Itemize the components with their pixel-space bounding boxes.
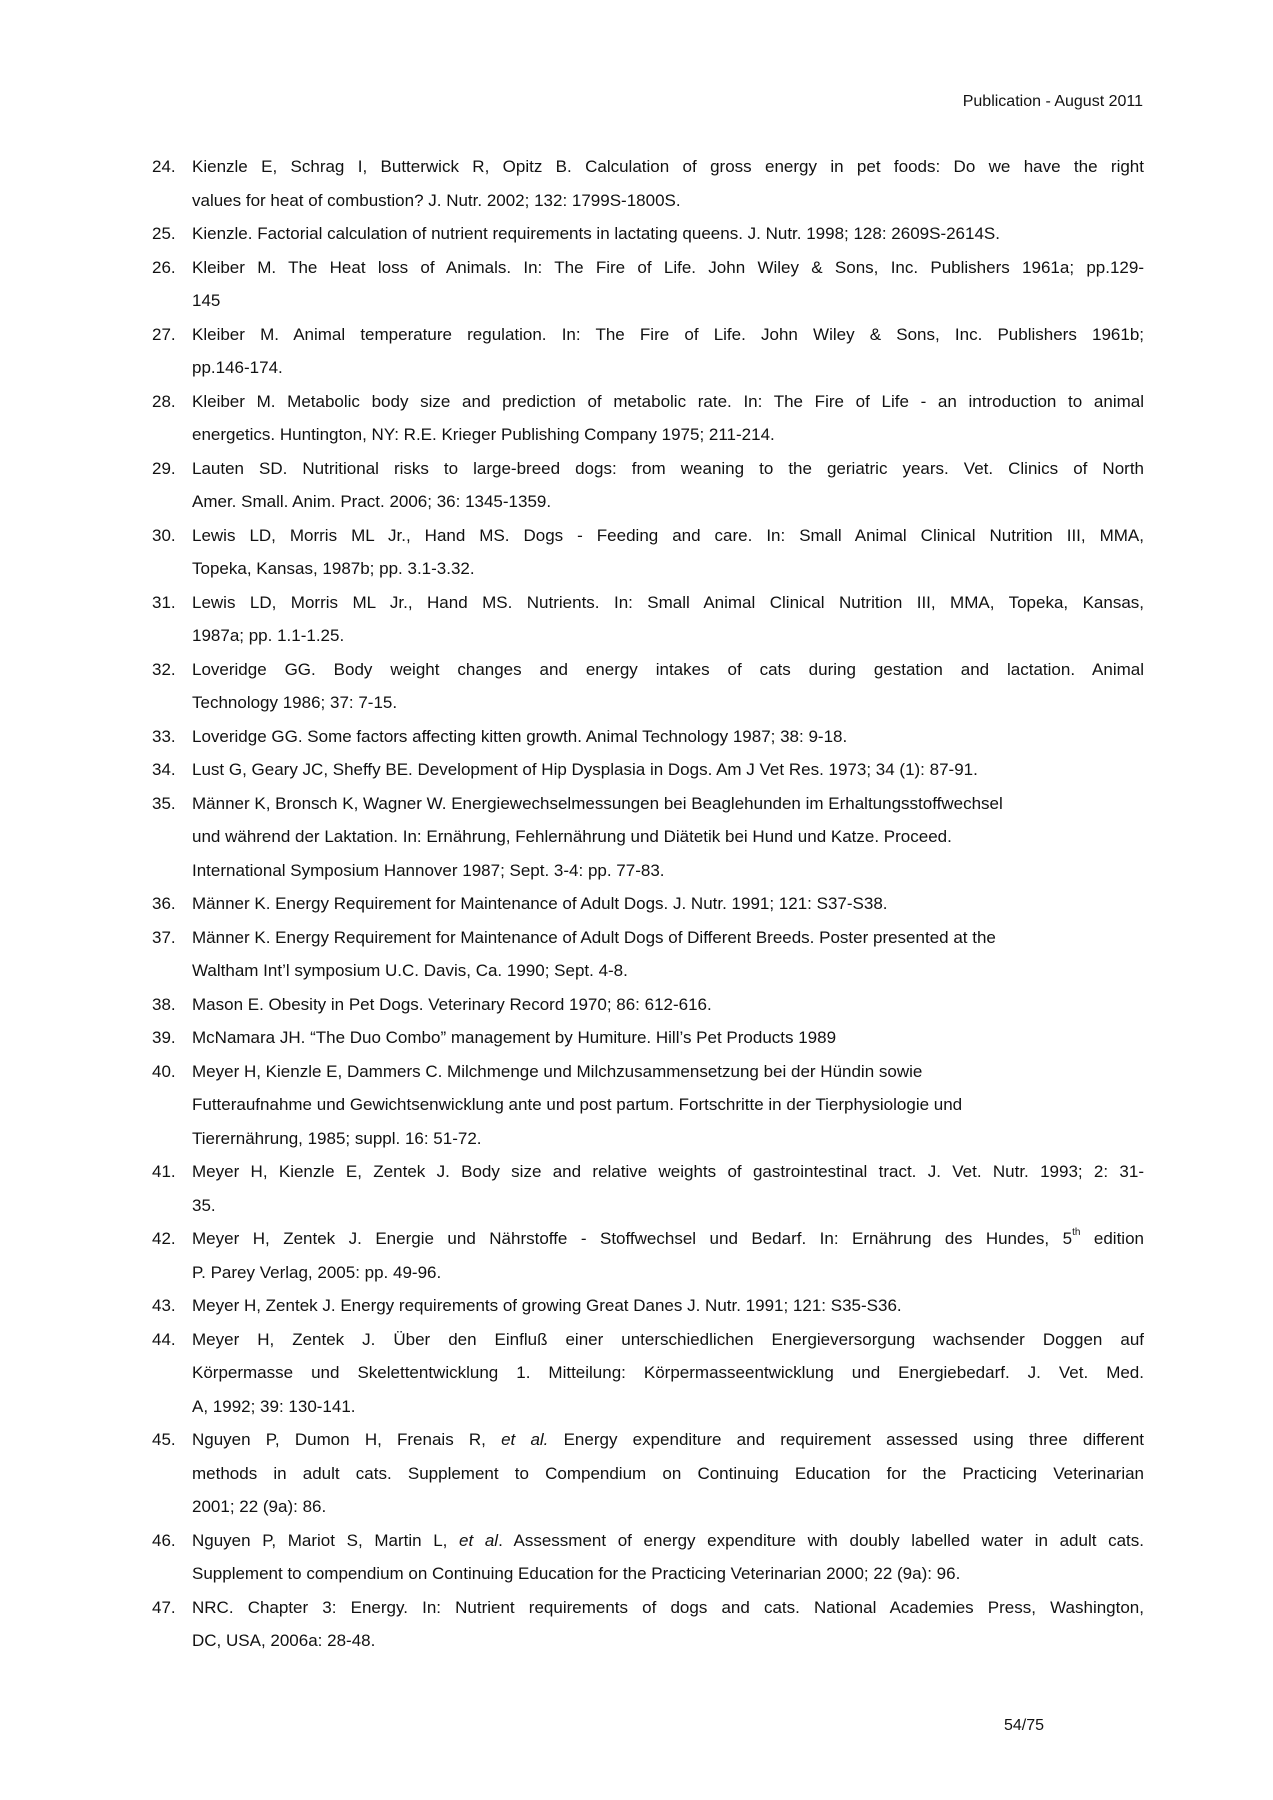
reference-text: A, 1992; 39: 130-141. <box>192 1396 356 1416</box>
reference-number: 28. <box>152 391 176 411</box>
reference-line <box>192 184 1144 218</box>
reference-item <box>150 1289 1144 1323</box>
reference-text: Männer K. Energy Requirement for Maintenance of Adult Dogs of Different Breeds. Poster presented at the <box>192 927 996 947</box>
reference-number: 44. <box>152 1329 176 1349</box>
reference-line <box>192 921 1144 955</box>
reference-item <box>150 1591 1144 1658</box>
reference-text: 2001; 22 (9a): 86. <box>192 1497 327 1516</box>
reference-line <box>192 820 1144 854</box>
reference-line <box>192 854 1144 888</box>
reference-number: 27. <box>152 324 176 344</box>
reference-line <box>192 351 1144 385</box>
reference-item <box>150 519 1144 586</box>
reference-number: 25. <box>152 224 176 243</box>
reference-line <box>192 586 1144 620</box>
reference-line <box>192 1591 1144 1625</box>
reference-line <box>192 1624 1144 1658</box>
reference-text: Loveridge GG. Body weight changes and energy intakes of cats during gestation and lactation. Animal <box>192 659 1144 679</box>
reference-text: energetics. Huntington, NY: R.E. Krieger Publishing Company 1975; 211-214. <box>192 425 775 444</box>
reference-line <box>192 686 1144 720</box>
reference-item <box>150 753 1144 787</box>
superscript: th <box>1072 1227 1081 1238</box>
reference-number: 39. <box>152 1028 176 1047</box>
reference-line <box>192 720 1144 754</box>
reference-line <box>192 1323 1144 1357</box>
reference-line <box>192 1155 1144 1189</box>
reference-number: 31. <box>152 592 176 612</box>
reference-item <box>150 385 1144 452</box>
reference-line <box>192 1021 1144 1055</box>
reference-line <box>192 1189 1144 1223</box>
reference-line <box>192 1256 1144 1290</box>
reference-item <box>150 1524 1144 1591</box>
reference-text: Nguyen P, Dumon H, Frenais R, <box>192 1430 502 1449</box>
reference-number: 30. <box>152 525 176 545</box>
reference-item <box>150 1021 1144 1055</box>
reference-text: Kleiber M. The Heat loss of Animals. In: The Fire of Life. John Wiley & Sons, Inc. Publishers 1961a; pp.129- <box>192 257 1144 277</box>
reference-text: Tierernährung, 1985; suppl. 16: 51-72. <box>192 1128 482 1148</box>
reference-line <box>192 1524 1144 1558</box>
reference-number: 32. <box>152 659 176 679</box>
reference-text: 145 <box>192 291 221 310</box>
reference-line <box>192 1356 1144 1390</box>
reference-line <box>192 1222 1144 1256</box>
reference-line <box>192 753 1144 787</box>
reference-text: edition <box>1080 1229 1144 1248</box>
reference-item <box>150 586 1144 653</box>
reference-text: values for heat of combustion? J. Nutr. 2002; 132: 1799S-1800S. <box>192 190 681 210</box>
reference-number: 41. <box>152 1162 176 1181</box>
reference-line <box>192 1457 1144 1491</box>
reference-line <box>192 1055 1144 1089</box>
reference-line <box>192 619 1144 653</box>
reference-text: Lauten SD. Nutritional risks to large-breed dogs: from weaning to the geriatric years. Vet. Clinics of North <box>192 458 1144 478</box>
reference-text: . Assessment of energy expenditure with doubly labelled water in adult cats. <box>498 1530 1144 1550</box>
reference-number: 36. <box>152 894 176 913</box>
reference-line <box>192 452 1144 486</box>
reference-line <box>192 653 1144 687</box>
reference-item <box>150 720 1144 754</box>
reference-line <box>192 251 1144 285</box>
reference-item <box>150 921 1144 988</box>
reference-number: 37. <box>152 927 176 947</box>
reference-line <box>192 1122 1144 1156</box>
reference-line <box>192 1289 1144 1323</box>
reference-text: P. Parey Verlag, 2005: pp. 49-96. <box>192 1262 442 1282</box>
reference-item <box>150 1423 1144 1524</box>
page-number: 54/75 <box>1004 1717 1045 1734</box>
reference-item <box>150 217 1144 251</box>
reference-text: Nguyen P, Mariot S, Martin L, <box>192 1530 460 1550</box>
reference-text: pp.146-174. <box>192 358 283 377</box>
italic-text: et al <box>459 1530 499 1550</box>
reference-number: 47. <box>152 1597 176 1617</box>
reference-text: 35. <box>192 1195 216 1215</box>
reference-line <box>192 418 1144 452</box>
reference-text: Kleiber M. Metabolic body size and prediction of metabolic rate. In: The Fire of Life - an introduction to animal <box>192 391 1144 411</box>
reference-text: Körpermasse und Skelettentwicklung 1. Mitteilung: Körpermasseentwicklung und Energiebedarf. J. Vet. Med. <box>192 1363 1144 1382</box>
reference-item <box>150 988 1144 1022</box>
reference-line <box>192 217 1144 251</box>
reference-text: Meyer H, Kienzle E, Dammers C. Milchmenge und Milchzusammensetzung bei der Hündin sowie <box>192 1061 923 1081</box>
reference-text: Kienzle E, Schrag I, Butterwick R, Opitz B. Calculation of gross energy in pet foods: Do we have the right <box>192 157 1144 176</box>
reference-text: methods in adult cats. Supplement to Compendium on Continuing Education for the Practicing Veterinarian <box>192 1463 1144 1483</box>
reference-text: DC, USA, 2006a: 28-48. <box>192 1631 376 1650</box>
reference-number: 42. <box>152 1229 176 1248</box>
reference-item <box>150 1155 1144 1222</box>
reference-text: Meyer H, Zentek J. Über den Einfluß einer unterschiedlichen Energieversorgung wachsender Doggen auf <box>192 1329 1144 1349</box>
reference-line <box>192 284 1144 318</box>
reference-item <box>150 887 1144 921</box>
reference-item <box>150 1222 1144 1289</box>
reference-text: Männer K. Energy Requirement for Maintenance of Adult Dogs. J. Nutr. 1991; 121: S37-S38. <box>192 894 888 913</box>
running-header: Publication - August 2011 <box>962 93 1143 110</box>
reference-line <box>192 787 1144 821</box>
reference-text: Meyer H, Zentek J. Energie und Nährstoffe - Stoffwechsel und Bedarf. In: Ernährung des Hundes, 5 <box>192 1229 1073 1248</box>
reference-line <box>192 519 1144 553</box>
reference-line <box>192 150 1144 184</box>
reference-line <box>192 1390 1144 1424</box>
reference-text: NRC. Chapter 3: Energy. In: Nutrient requirements of dogs and cats. National Academies Press, Washington, <box>192 1597 1144 1617</box>
reference-line <box>192 485 1144 519</box>
reference-item <box>150 787 1144 888</box>
reference-number: 26. <box>152 257 176 277</box>
reference-number: 24. <box>152 157 176 176</box>
italic-text: et al. <box>501 1430 549 1449</box>
reference-text: Kleiber M. Animal temperature regulation. In: The Fire of Life. John Wiley & Sons, Inc. Publishers 1961b; <box>192 324 1144 344</box>
reference-line <box>192 1088 1144 1122</box>
reference-text: Technology 1986; 37: 7-15. <box>192 693 398 712</box>
reference-text: Topeka, Kansas, 1987b; pp. 3.1-3.32. <box>192 559 475 578</box>
reference-line <box>192 887 1144 921</box>
reference-number: 46. <box>152 1530 176 1550</box>
reference-number: 34. <box>152 760 176 779</box>
reference-text: McNamara JH. “The Duo Combo” management by Humiture. Hill’s Pet Products 1989 <box>192 1028 837 1047</box>
reference-text: Männer K, Bronsch K, Wagner W. Energiewechselmessungen bei Beaglehunden im Erhaltungsstoffwechsel <box>192 793 1003 813</box>
reference-line <box>192 385 1144 419</box>
reference-line <box>192 1423 1144 1457</box>
reference-text: Lust G, Geary JC, Sheffy BE. Development of Hip Dysplasia in Dogs. Am J Vet Res. 1973; 34 (1): 87-91. <box>192 760 978 779</box>
reference-line <box>192 954 1144 988</box>
reference-text: Energy expenditure and requirement assessed using three different <box>548 1430 1144 1449</box>
reference-text: Waltham Int’l symposium U.C. Davis, Ca. 1990; Sept. 4-8. <box>192 961 628 980</box>
reference-item <box>150 318 1144 385</box>
reference-item <box>150 1055 1144 1156</box>
reference-item <box>150 251 1144 318</box>
reference-text: Lewis LD, Morris ML Jr., Hand MS. Nutrients. In: Small Animal Clinical Nutrition III, MMA, Topeka, Kansas, <box>192 592 1144 612</box>
reference-number: 40. <box>152 1061 176 1081</box>
reference-number: 29. <box>152 458 176 478</box>
reference-text: Meyer H, Zentek J. Energy requirements of growing Great Danes J. Nutr. 1991; 121: S35-S36. <box>192 1296 902 1315</box>
reference-item <box>150 150 1144 217</box>
reference-line <box>192 1490 1144 1524</box>
reference-text: Loveridge GG. Some factors affecting kitten growth. Animal Technology 1987; 38: 9-18. <box>192 726 848 746</box>
reference-number: 38. <box>152 994 176 1014</box>
reference-item <box>150 452 1144 519</box>
reference-text: Lewis LD, Morris ML Jr., Hand MS. Dogs - Feeding and care. In: Small Animal Clinical Nutrition III, MMA, <box>192 525 1144 545</box>
reference-text: Mason E. Obesity in Pet Dogs. Veterinary Record 1970; 86: 612-616. <box>192 994 712 1014</box>
reference-number: 43. <box>152 1296 176 1315</box>
reference-line <box>192 552 1144 586</box>
reference-number: 35. <box>152 793 176 813</box>
reference-text: Futteraufnahme und Gewichtsenwicklung ante und post partum. Fortschritte in der Tierphysiologie und <box>192 1095 963 1114</box>
reference-text: Kienzle. Factorial calculation of nutrient requirements in lactating queens. J. Nutr. 1998; 128: 2609S-2614S. <box>192 224 1000 243</box>
reference-line <box>192 318 1144 352</box>
reference-text: Meyer H, Kienzle E, Zentek J. Body size and relative weights of gastrointestinal tract. J. Vet. Nutr. 1993; 2: 31- <box>192 1162 1144 1181</box>
reference-text: Supplement to compendium on Continuing Education for the Practicing Veterinarian 2000; 22 (9a): 96. <box>192 1564 961 1583</box>
reference-line <box>192 988 1144 1022</box>
reference-line <box>192 1557 1144 1591</box>
reference-text: International Symposium Hannover 1987; Sept. 3-4: pp. 77-83. <box>192 860 665 880</box>
reference-item <box>150 653 1144 720</box>
reference-text: Amer. Small. Anim. Pract. 2006; 36: 1345-1359. <box>192 492 552 511</box>
reference-text: und während der Laktation. In: Ernährung, Fehlernährung und Diätetik bei Hund und Katze. Proceed. <box>192 827 952 846</box>
reference-number: 45. <box>152 1430 176 1449</box>
reference-list <box>150 150 1144 1658</box>
reference-item <box>150 1323 1144 1424</box>
reference-number: 33. <box>152 726 176 746</box>
reference-text: 1987a; pp. 1.1-1.25. <box>192 626 345 645</box>
